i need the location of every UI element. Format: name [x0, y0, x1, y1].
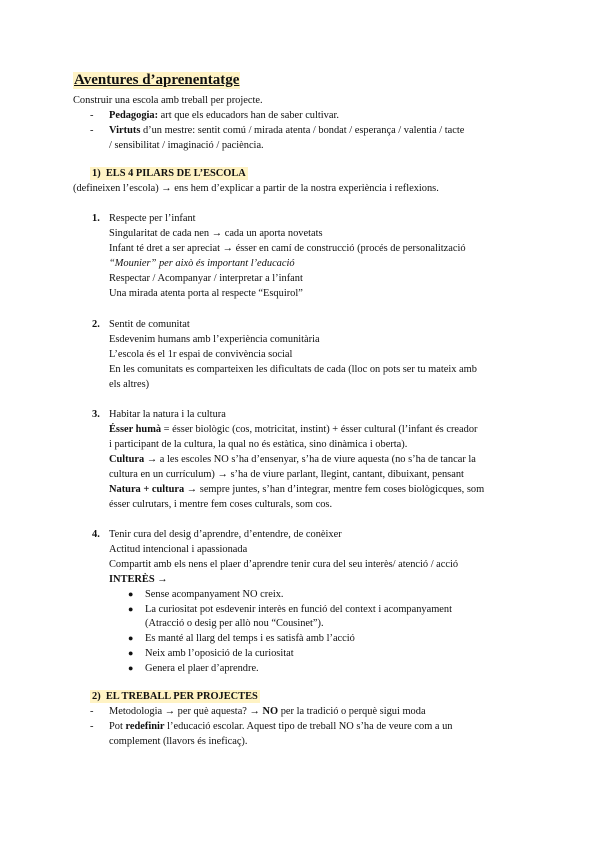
section-1-title: ELS 4 PILARS DE L’ESCOLA [105, 168, 246, 179]
pillar-3-bold: Cultura [109, 454, 145, 465]
section-2-heading [90, 690, 260, 703]
bullet-item: Es manté al llarg del temps i es satisfà amb l’acció [145, 633, 355, 644]
pillar-4-line: Actitud intencional i apassionada [109, 544, 248, 555]
pillar-2-line: L’escola és el 1r espai de convivència social [109, 349, 293, 360]
section-2-item-post: l’educació escolar. Aquest tipo de treball NO s’ha de veure com a un [164, 721, 453, 732]
pillar-3-line: cultura en un currículum) → s’ha de viure parlant, llegint, cantant, dibuixant, pensant [109, 469, 464, 480]
pillar-2-number: 2. [92, 319, 100, 330]
virtuts-label: Virtuts [109, 125, 141, 136]
pillar-3-text: = ésser biològic (cos, motricitat, instint) + ésser cultural (l’infant és creador [161, 424, 478, 435]
section-2-title: EL TREBALL PER PROJECTES [105, 691, 258, 702]
pillar-4-title: Tenir cura del desig d’aprendre, d’entendre, de conèixer [109, 529, 342, 540]
section-1-heading [90, 167, 248, 180]
section-2-item [109, 720, 452, 733]
dash-marker: - [90, 110, 94, 121]
document-title: Aventures d’aprenentatge [74, 72, 240, 88]
pedagogia-text: art que els educadors han de saber cultivar. [158, 110, 339, 121]
pillar-3-text: → sempre juntes, s’han d’integrar, mentre fem coses biològicques, som [184, 484, 485, 495]
pillar-1-line: Una mirada atenta porta al respecte “Esquirol” [109, 288, 303, 299]
pillar-1-number: 1. [92, 213, 100, 224]
pillar-3-bold: Ésser humà [109, 424, 162, 435]
bullet-item: Genera el plaer d’aprendre. [145, 663, 259, 674]
pillar-3-line [109, 483, 484, 496]
dash-marker: - [90, 706, 94, 717]
bullet-item-continued: (Atracció o desig per allò nou “Cousinet”). [145, 618, 324, 629]
bullet-icon: ● [128, 633, 134, 643]
pillar-3-bold: Natura + cultura [109, 484, 185, 495]
bullet-item: Neix amb l’oposició de la curiositat [145, 648, 294, 659]
pillar-4-line: Compartit amb els nens el plaer d’aprendre tenir cura del seu interès/ atenció / acció [109, 559, 459, 570]
section-2-item [109, 705, 426, 718]
section-2-item-pre: Metodologia → per què aquesta? → [109, 706, 263, 717]
bullet-icon: ● [128, 663, 134, 673]
bullet-icon: ● [128, 589, 134, 599]
bullet-item: Sense acompanyament NO creix. [145, 589, 284, 600]
section-2-item-bold: NO [262, 706, 279, 717]
pillar-3-text: → a les escoles NO s’ha d’ensenyar, s’ha de viure aquesta (no s’ha de tancar la [144, 454, 476, 465]
pillar-2-title: Sentit de comunitat [109, 319, 190, 330]
pillar-4-number: 4. [92, 529, 100, 540]
pedagogia-item [109, 109, 339, 122]
virtuts-item [109, 124, 464, 137]
pillar-3-line: ésser culrutars, i mentre fem coses culturals, som cos. [109, 499, 333, 510]
pillar-1-line: Infant té dret a ser apreciat → ésser en camí de construcció (procés de personalització [109, 243, 466, 254]
pillar-3-line: i participant de la cultura, la qual no és estàtica, sino dinàmica i oberta). [109, 439, 408, 450]
pillar-2-line: En les comunitats es comparteixen les dificultats de cada (lloc on pots ser tu mateix amb [109, 364, 477, 375]
pedagogia-label: Pedagogia: [109, 110, 159, 121]
section-1-subtitle: (defineixen l’escola) → ens hem d’explicar a partir de la nostra experiència i reflexions. [73, 183, 439, 194]
pillar-3-line [109, 423, 477, 436]
pillar-1-line: Respectar / Acompanyar / interpretar a l’infant [109, 273, 303, 284]
virtuts-text: d’un mestre: sentit comú / mirada atenta / bondat / esperança / valentia / tacte [140, 125, 465, 136]
dash-marker: - [90, 721, 94, 732]
interes-label: INTERÈS → [109, 574, 168, 585]
pillar-1-title: Respecte per l’infant [109, 213, 196, 224]
bullet-icon: ● [128, 648, 134, 658]
pillar-1-line: Singularitat de cada nen → cada un aporta novetats [109, 228, 323, 239]
pillar-3-number: 3. [92, 409, 100, 420]
section-1-number: 1) [92, 168, 101, 179]
section-2-item-post: per la tradició o perquè sigui moda [278, 706, 426, 717]
pillar-2-line: els altres) [109, 379, 150, 390]
pillar-3-line [109, 453, 476, 466]
intro-text: Construir una escola amb treball per projecte. [73, 95, 263, 106]
section-2-item-continued: complement (llavors és ineficaç). [109, 736, 248, 747]
section-2-number: 2) [92, 691, 101, 702]
bullet-icon: ● [128, 604, 134, 614]
virtuts-continued: / sensibilitat / imaginació / paciència. [109, 140, 264, 151]
section-2-item-pre: Pot [109, 721, 126, 732]
pillar-3-title: Habitar la natura i la cultura [109, 409, 226, 420]
section-2-item-bold: redefinir [125, 721, 165, 732]
dash-marker: - [90, 125, 94, 136]
pillar-1-line: “Mounier” per això és important l’educació [109, 258, 295, 269]
bullet-item: La curiositat pot esdevenir interès en funció del context i acompanyament [145, 604, 452, 615]
pillar-2-line: Esdevenim humans amb l’experiència comunitària [109, 334, 320, 345]
